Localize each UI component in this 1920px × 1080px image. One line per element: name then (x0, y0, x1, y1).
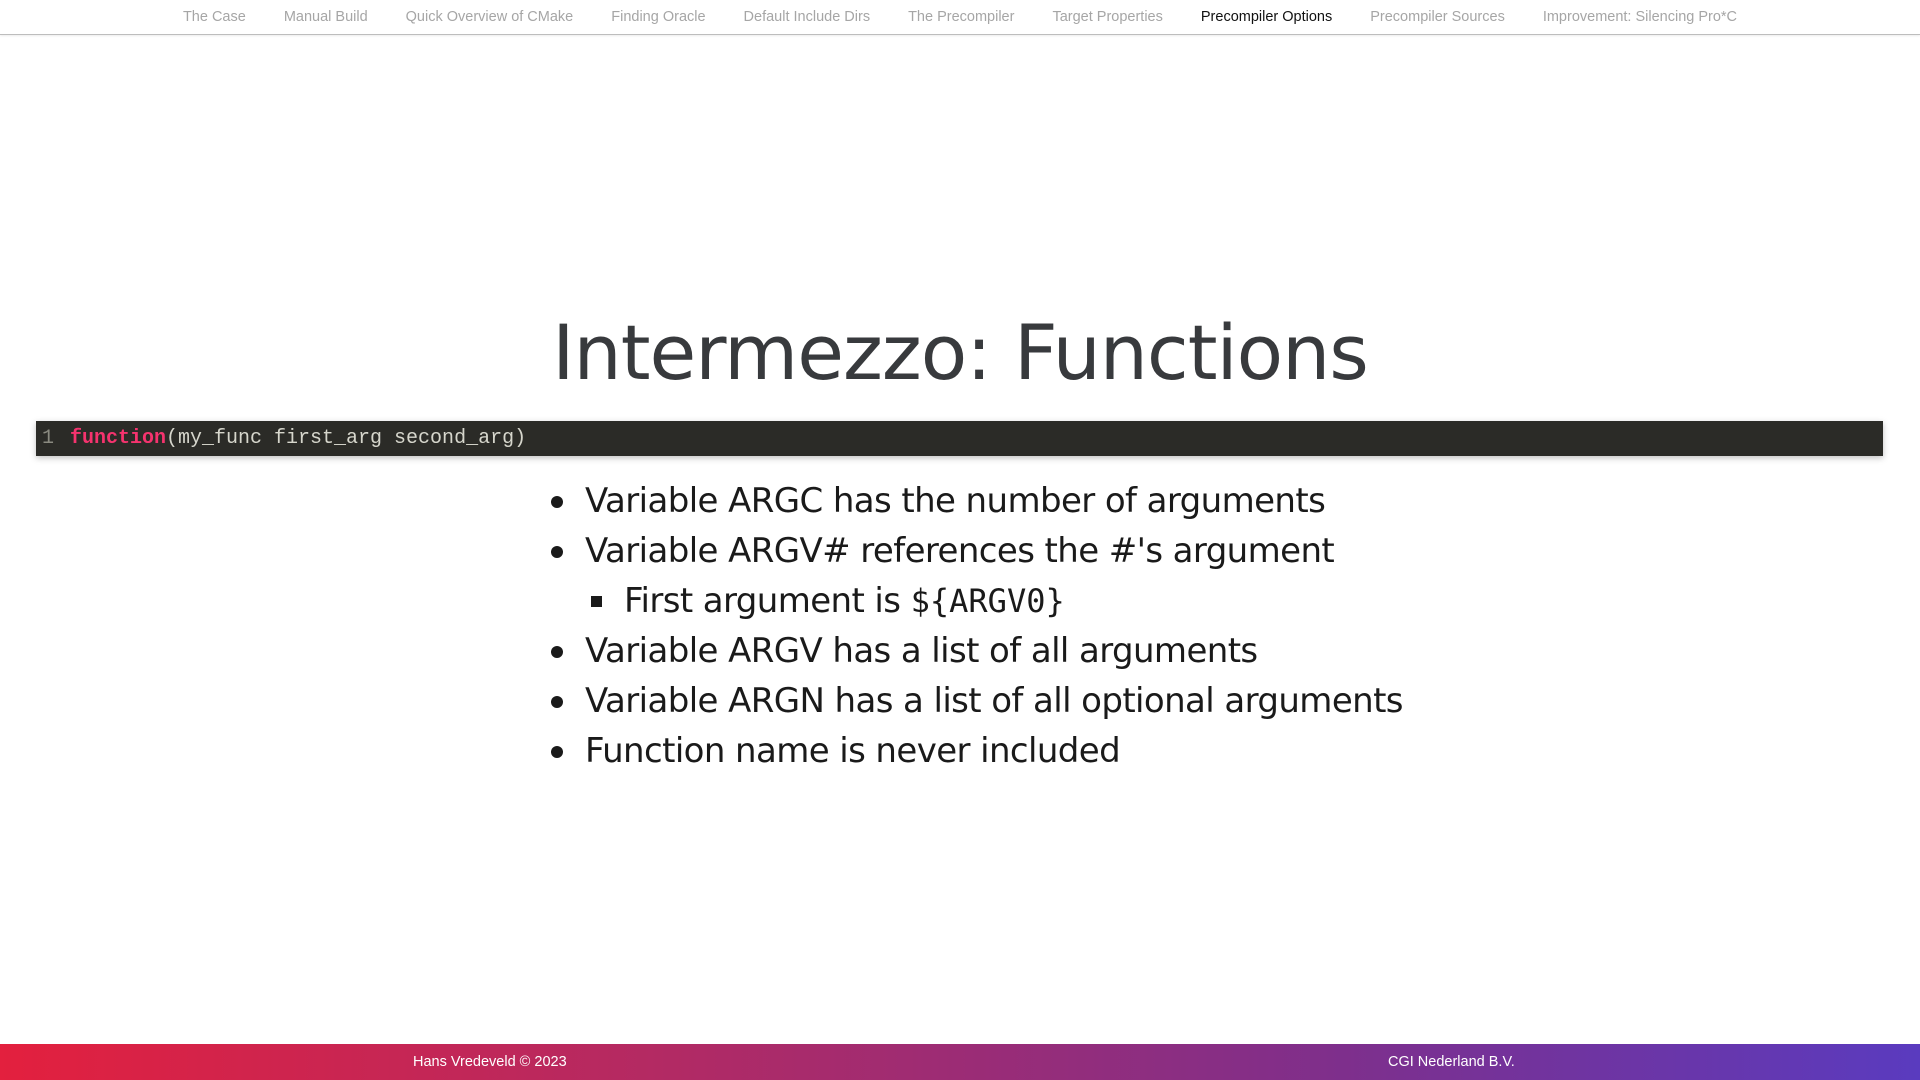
nav-item-manual-build[interactable]: Manual Build (283, 9, 368, 25)
code-keyword: function (70, 427, 167, 450)
bullet-dot-icon (551, 546, 563, 558)
footer-author: Hans Vredeveld © 2023 (413, 1054, 567, 1070)
sub-list-item (551, 576, 1551, 626)
bullet-text: Variable ARGV has a list of all arguments (585, 631, 1258, 671)
code-arguments: (my_func first_arg second_arg) (166, 427, 527, 450)
bullet-dot-icon (551, 696, 563, 708)
bullet-text: Variable ARGN has a list of all optional arguments (585, 681, 1403, 721)
nav-item-default-include-dirs[interactable]: Default Include Dirs (743, 9, 871, 25)
bullet-list (551, 476, 1551, 776)
bullet-dot-icon (551, 746, 563, 758)
sub-bullet-code: ${ARGV0} (910, 582, 1065, 620)
bullet-text: Variable ARGC has the number of arguments (585, 481, 1326, 521)
bullet-text: Function name is never included (585, 731, 1121, 771)
code-block (36, 421, 1883, 456)
code-line-number: 1 (42, 427, 55, 450)
nav-item-target-properties[interactable]: Target Properties (1052, 9, 1163, 25)
sub-bullet-text (624, 576, 1065, 626)
list-item (551, 476, 1551, 526)
slide-title: Intermezzo: Functions (552, 308, 1368, 397)
nav-items-container (0, 0, 1920, 34)
list-item (551, 726, 1551, 776)
footer-bar (0, 1044, 1920, 1080)
top-navigation (0, 0, 1920, 35)
nav-item-improvement-silencing-proc[interactable]: Improvement: Silencing Pro*C (1542, 9, 1738, 25)
nav-item-the-precompiler[interactable]: The Precompiler (908, 9, 1015, 25)
bullet-dot-icon (551, 496, 563, 508)
nav-item-precompiler-sources[interactable]: Precompiler Sources (1370, 9, 1505, 25)
nav-item-the-case[interactable]: The Case (182, 9, 246, 25)
list-item (551, 526, 1551, 576)
bullet-dot-icon (551, 646, 563, 658)
nav-item-finding-oracle[interactable]: Finding Oracle (611, 9, 706, 25)
list-item (551, 676, 1551, 726)
nav-item-precompiler-options[interactable]: Precompiler Options (1200, 9, 1333, 25)
bullet-square-icon (591, 596, 602, 607)
sub-bullet-prefix: First argument is (624, 581, 911, 621)
list-item (551, 626, 1551, 676)
nav-item-quick-overview-cmake[interactable]: Quick Overview of CMake (405, 9, 574, 25)
footer-company: CGI Nederland B.V. (1388, 1054, 1515, 1070)
bullet-text: Variable ARGV# references the #'s argument (585, 531, 1335, 571)
